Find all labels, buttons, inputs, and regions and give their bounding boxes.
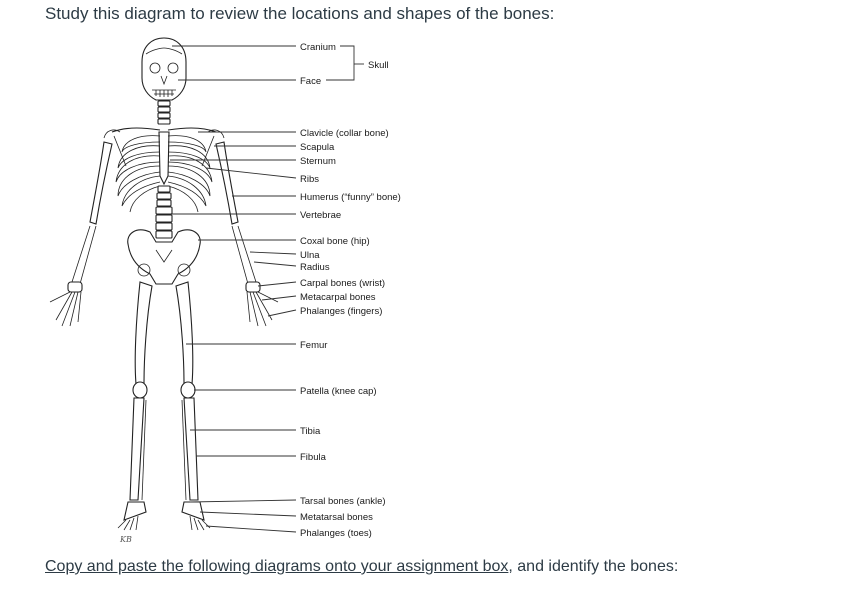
- label-tarsal: Tarsal bones (ankle): [300, 496, 386, 507]
- instruction-text: [45, 558, 678, 576]
- label-cranium: Cranium: [300, 42, 336, 53]
- label-sternum: Sternum: [300, 156, 336, 167]
- label-phalanges-fingers: Phalanges (fingers): [300, 306, 383, 317]
- label-ulna: Ulna: [300, 250, 320, 261]
- bone-labels: [300, 42, 401, 539]
- label-face: Face: [300, 76, 322, 87]
- label-tibia: Tibia: [300, 426, 321, 437]
- label-metacarpal: Metacarpal bones: [300, 292, 376, 303]
- label-skull: Skull: [368, 60, 389, 71]
- label-femur: Femur: [300, 340, 328, 351]
- hands-drawing: [50, 292, 278, 326]
- signature: KB: [120, 535, 132, 544]
- label-fibula: Fibula: [300, 452, 326, 463]
- label-carpal: Carpal bones (wrist): [300, 278, 385, 289]
- instruction-underlined: Copy and paste the following diagrams onto your assignment box: [45, 558, 509, 575]
- label-phalanges-toes: Phalanges (toes): [300, 528, 372, 539]
- feet-drawing: [118, 502, 210, 530]
- label-humerus: Humerus (“funny” bone): [300, 192, 401, 203]
- label-metatarsal: Metatarsal bones: [300, 512, 373, 523]
- skeleton-diagram: [0, 30, 868, 550]
- clavicle-drawing: [112, 128, 216, 132]
- label-vertebrae: Vertebrae: [300, 210, 342, 221]
- leader-lines: [170, 46, 364, 532]
- skull-drawing: [142, 38, 186, 100]
- intro-text: Study this diagram to review the locations and shapes of the bones:: [45, 4, 555, 23]
- label-coxal: Coxal bone (hip): [300, 236, 370, 247]
- label-scapula: Scapula: [300, 142, 335, 153]
- legs-drawing: [130, 282, 198, 500]
- sternum-drawing: [159, 132, 169, 184]
- neck-vertebrae: [158, 101, 170, 124]
- spine-drawing: [156, 186, 172, 238]
- label-clavicle: Clavicle (collar bone): [300, 128, 389, 139]
- label-radius: Radius: [300, 262, 330, 273]
- label-patella: Patella (knee cap): [300, 386, 377, 397]
- label-ribs: Ribs: [300, 174, 320, 185]
- instruction-rest: , and identify the bones:: [508, 558, 679, 575]
